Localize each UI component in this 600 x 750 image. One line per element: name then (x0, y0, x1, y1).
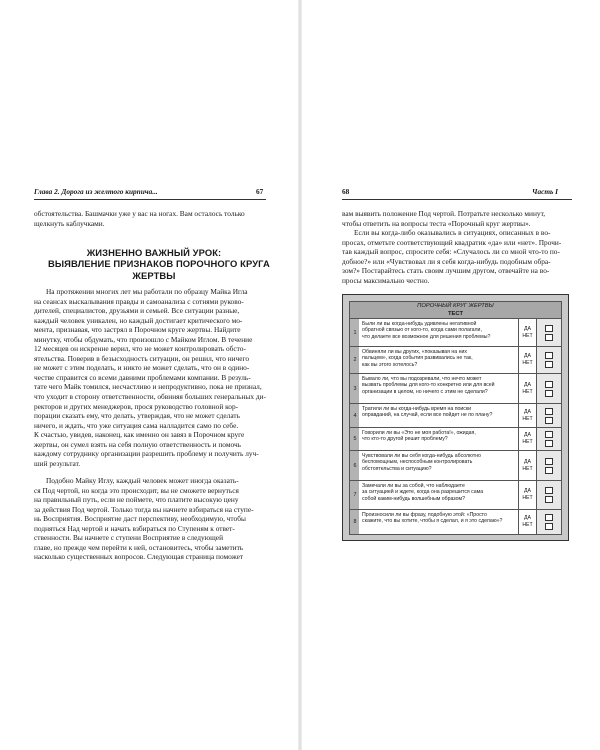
question-line: Обвиняли ли вы других, «показывая на них (362, 348, 467, 355)
question-number: 6 (349, 451, 361, 480)
test-row (349, 319, 562, 347)
test-row (349, 481, 562, 510)
left-intro-text (34, 209, 266, 228)
question-line: обратной связью от кого-то, когда сами полагали, (362, 327, 482, 334)
question-line: Чувствовали ли вы себя когда-нибудь абсолютно (362, 452, 481, 459)
yes-checkbox[interactable] (545, 431, 553, 438)
answer-labels (519, 451, 537, 480)
text-line: минутку, чтобы обдумать, что произошло с Майком Иглом. В течение (34, 334, 253, 344)
no-label: НЕТ (522, 522, 533, 528)
no-checkbox[interactable] (545, 334, 553, 341)
answer-boxes (537, 481, 562, 509)
text-line: чтобы ответить на вопросы теста «Порочный круг жертвы». (342, 218, 531, 228)
test-row (349, 404, 562, 428)
text-line: жертвы, он сумел взять на себя полную ответственность и помочь (34, 439, 242, 449)
test-row (349, 428, 562, 451)
text-line: обстоятельства. Башмачки уже у вас на ногах. Вам осталось только (34, 209, 245, 218)
yes-label: ДА (524, 325, 531, 332)
heading-line: ЖЕРТВЫ (132, 269, 176, 281)
text-line: щелкнуть каблучками. (34, 218, 105, 228)
question-text (359, 374, 519, 403)
text-line: что уходит в сторону ответственности, обвиняя больших генеральных ди- (34, 392, 266, 402)
test-header (349, 301, 562, 319)
question-line: пальцем», когда события развивались не так, (362, 355, 473, 362)
text-line: ятельства. Поверив в безысходность ситуации, он решил, что ничего (34, 353, 250, 363)
text-line: главе, но прежде чем перейти к ней, остановитесь, чтобы заметить (34, 542, 244, 552)
text-line: ничего, и ждать, что уже ситуация сама налладится само по себе. (34, 420, 239, 430)
question-line: Произносили ли вы фразу, подобную этой: «Просто (362, 511, 487, 518)
heading-line: ЖИЗНЕННО ВАЖНЫЙ УРОК: (86, 247, 222, 258)
text-line: зом?» Постарайтесь стать своим лучшим другом, отвечайте на во- (342, 266, 550, 276)
text-line: тате чего Майк томился, несчастливо и непродуктивно, пока не признал, (34, 382, 262, 392)
no-checkbox[interactable] (545, 417, 553, 424)
text-line: насколько существенных вопросов. Следующая страница поможет (34, 552, 244, 562)
question-line: Говорили ли вы «Это не моя работа!», ожидая, (362, 429, 476, 436)
test-row (349, 510, 562, 535)
text-line: К счастью, увидев, наконец, как именно он завяз в Порочном круге (34, 430, 245, 440)
right-page-number: 68 (342, 187, 350, 196)
question-number: 7 (349, 481, 361, 509)
right-intro-text (342, 209, 572, 285)
text-line: каждый человек уникален, но каждый достигает критического мо- (34, 315, 243, 325)
right-header-rule (342, 199, 572, 200)
yes-label: ДА (524, 458, 531, 465)
no-checkbox[interactable] (545, 467, 553, 474)
question-number: 1 (349, 319, 361, 346)
text-line: добное?» или «Чувствовал ли я себя когда-нибудь подобным обра- (342, 256, 551, 266)
yes-label: ДА (524, 432, 531, 439)
text-line: 12 месяцев он искренне верил, что не может контролировать обсто- (34, 344, 246, 354)
text-line: на сеансах выскалывания правды и самоанализа с сотнями руково- (34, 296, 244, 306)
no-label: НЕТ (522, 415, 533, 422)
no-label: НЕТ (522, 360, 533, 366)
question-line: обстоятельства и ситуацию? (362, 465, 432, 472)
test-row (349, 374, 562, 404)
answer-labels (519, 481, 537, 509)
yes-checkbox[interactable] (545, 325, 553, 332)
text-line: дителей, специалистов, друзьями и семьей. Все ситуации разные, (34, 306, 240, 316)
question-line: организации в целом, но ничего с этим не сделали? (362, 388, 488, 395)
answer-boxes (537, 319, 562, 346)
yes-checkbox[interactable] (545, 352, 553, 359)
text-line: На протяжении многих лет мы работали по образцу Майка Игла (46, 287, 248, 296)
test-row (349, 347, 562, 374)
question-number: 3 (349, 374, 361, 403)
yes-checkbox[interactable] (545, 487, 553, 494)
question-line: что кто-то другой решит проблему? (362, 436, 448, 443)
answer-labels (519, 404, 537, 427)
question-line: Были ли вы когда-нибудь удивлены негативной (362, 320, 477, 327)
question-number: 8 (349, 510, 361, 534)
text-line: Подобно Майку Иглу, каждый человек может иногда оказать- (46, 476, 239, 485)
text-line: мента, признавая, что застрял в Порочном круге жертвы. Найдите (34, 325, 241, 335)
question-text (359, 319, 519, 346)
yes-checkbox[interactable] (545, 381, 553, 388)
answer-boxes (537, 451, 562, 480)
text-line: за действия Под чертой. Только тогда вы начнете взбираться на ступе- (34, 504, 254, 514)
answer-labels (519, 510, 537, 534)
right-running-head: Часть I (532, 187, 559, 196)
question-text (359, 481, 519, 509)
text-line: порации сказать ему, что делать, утверждая, что не может сделать (34, 411, 240, 421)
text-line: просы максимально честно. (342, 275, 430, 285)
text-line: нь Восприятия. Восприятие даст перспективу, необходимую, чтобы (34, 514, 246, 524)
answer-boxes (537, 428, 562, 450)
question-line: Бывало ли, что вы подозревали, что нечто может (362, 375, 482, 382)
text-line: вам выявить положение Под чертой. Потратьте несколько минут, (342, 209, 546, 218)
yes-checkbox[interactable] (545, 458, 553, 465)
no-label: НЕТ (522, 495, 533, 501)
yes-checkbox[interactable] (545, 514, 553, 521)
yes-label: ДА (524, 515, 531, 522)
answer-labels (519, 428, 537, 450)
question-line: что делаете все возможное для решения проблемы? (362, 333, 491, 340)
question-line: беспомощным, неспособным контролировать (362, 459, 473, 466)
text-line: ректоров и других менеджеров, прося руководство головной кор- (34, 401, 239, 411)
answer-boxes (537, 404, 562, 427)
yes-label: ДА (524, 408, 531, 415)
question-text (359, 404, 519, 427)
question-line: скажите, что вы хотите, чтобы я сделал, и я это сделаю»? (362, 518, 503, 525)
question-number: 2 (349, 347, 361, 373)
question-line: вызвать проблемы для кого-то конкретно или для всей (362, 382, 495, 389)
question-number: 5 (349, 428, 361, 450)
text-line: на правильный путь, если не поймете, что платите высокую цену (34, 495, 239, 505)
no-checkbox[interactable] (545, 440, 553, 447)
no-checkbox[interactable] (545, 361, 553, 368)
text-line: просах, отметьте соответствующий квадратик «да» или «нет». Прочи- (342, 237, 562, 247)
answer-labels (519, 347, 537, 373)
text-line: ший результат. (34, 458, 81, 468)
yes-label: ДА (524, 488, 531, 495)
no-checkbox[interactable] (545, 390, 553, 397)
no-label: НЕТ (522, 388, 533, 395)
left-paragraph-2 (34, 476, 266, 562)
question-line: оправданий, на случай, если все пойдет не по плану? (362, 412, 493, 419)
question-line: как вы этого хотелось? (362, 361, 418, 368)
yes-label: ДА (524, 353, 531, 360)
question-number: 4 (349, 404, 361, 427)
no-label: НЕТ (522, 465, 533, 472)
answer-labels (519, 319, 537, 346)
question-line: Тратили ли вы когда-нибудь время на поиски (362, 405, 472, 412)
no-label: НЕТ (522, 439, 533, 445)
question-text (359, 347, 519, 373)
answer-boxes (537, 510, 562, 534)
question-text (359, 510, 519, 534)
question-line: собой каким-нибудь волшебным образом? (362, 495, 465, 502)
text-line: честве справится со всеми давними проблемами компании. В резуль- (34, 372, 251, 382)
section-heading (48, 247, 270, 281)
left-header-rule (34, 199, 266, 200)
test-row (349, 451, 562, 481)
left-page-number: 67 (256, 187, 264, 196)
test-subtitle: ТЕСТ (448, 311, 463, 317)
answer-boxes (537, 347, 562, 373)
question-line: за ситуацией и ждете, когда она разрешится сама (362, 489, 484, 496)
no-checkbox[interactable] (545, 496, 553, 503)
text-line: Если вы когда-либо оказывались в ситуациях, описанных в во- (354, 228, 551, 238)
question-line: Замечали ли вы за собой, что наблюдаете (362, 482, 465, 489)
question-text (359, 451, 519, 480)
text-line: ственности. Вы начнете с ступени Восприятие в следующей (34, 533, 224, 543)
heading-line: ВЫЯВЛЕНИЕ ПРИЗНАКОВ ПОРОЧНОГО КРУГА (48, 258, 270, 270)
answer-labels (519, 374, 537, 403)
victim-cycle-test (342, 294, 569, 541)
left-running-head: Глава 2. Дорога из желтого кирпича... (34, 187, 158, 196)
yes-label: ДА (524, 381, 531, 388)
left-paragraph-1 (34, 287, 266, 468)
yes-checkbox[interactable] (545, 408, 553, 415)
no-label: НЕТ (522, 332, 533, 339)
no-checkbox[interactable] (545, 523, 553, 530)
text-line: не может с этим поделать, и никто не может сделать, что он в одино- (34, 363, 250, 373)
question-text (359, 428, 519, 450)
text-line: тав каждый вопрос, спросите себя: «Случалось ли со мной что-то по- (342, 247, 560, 257)
answer-boxes (537, 374, 562, 403)
text-line: каждому сотруднику организации разрешить проблему и получить луч- (34, 449, 259, 459)
text-line: подняться Над чертой и начать взбираться по Ступеням к ответ- (34, 523, 235, 533)
text-line: ся Под чертой, но когда это происходит, вы не сможете вернуться (34, 485, 239, 495)
test-title: ПОРОЧНЫЙ КРУГ ЖЕРТВЫ (417, 303, 494, 309)
